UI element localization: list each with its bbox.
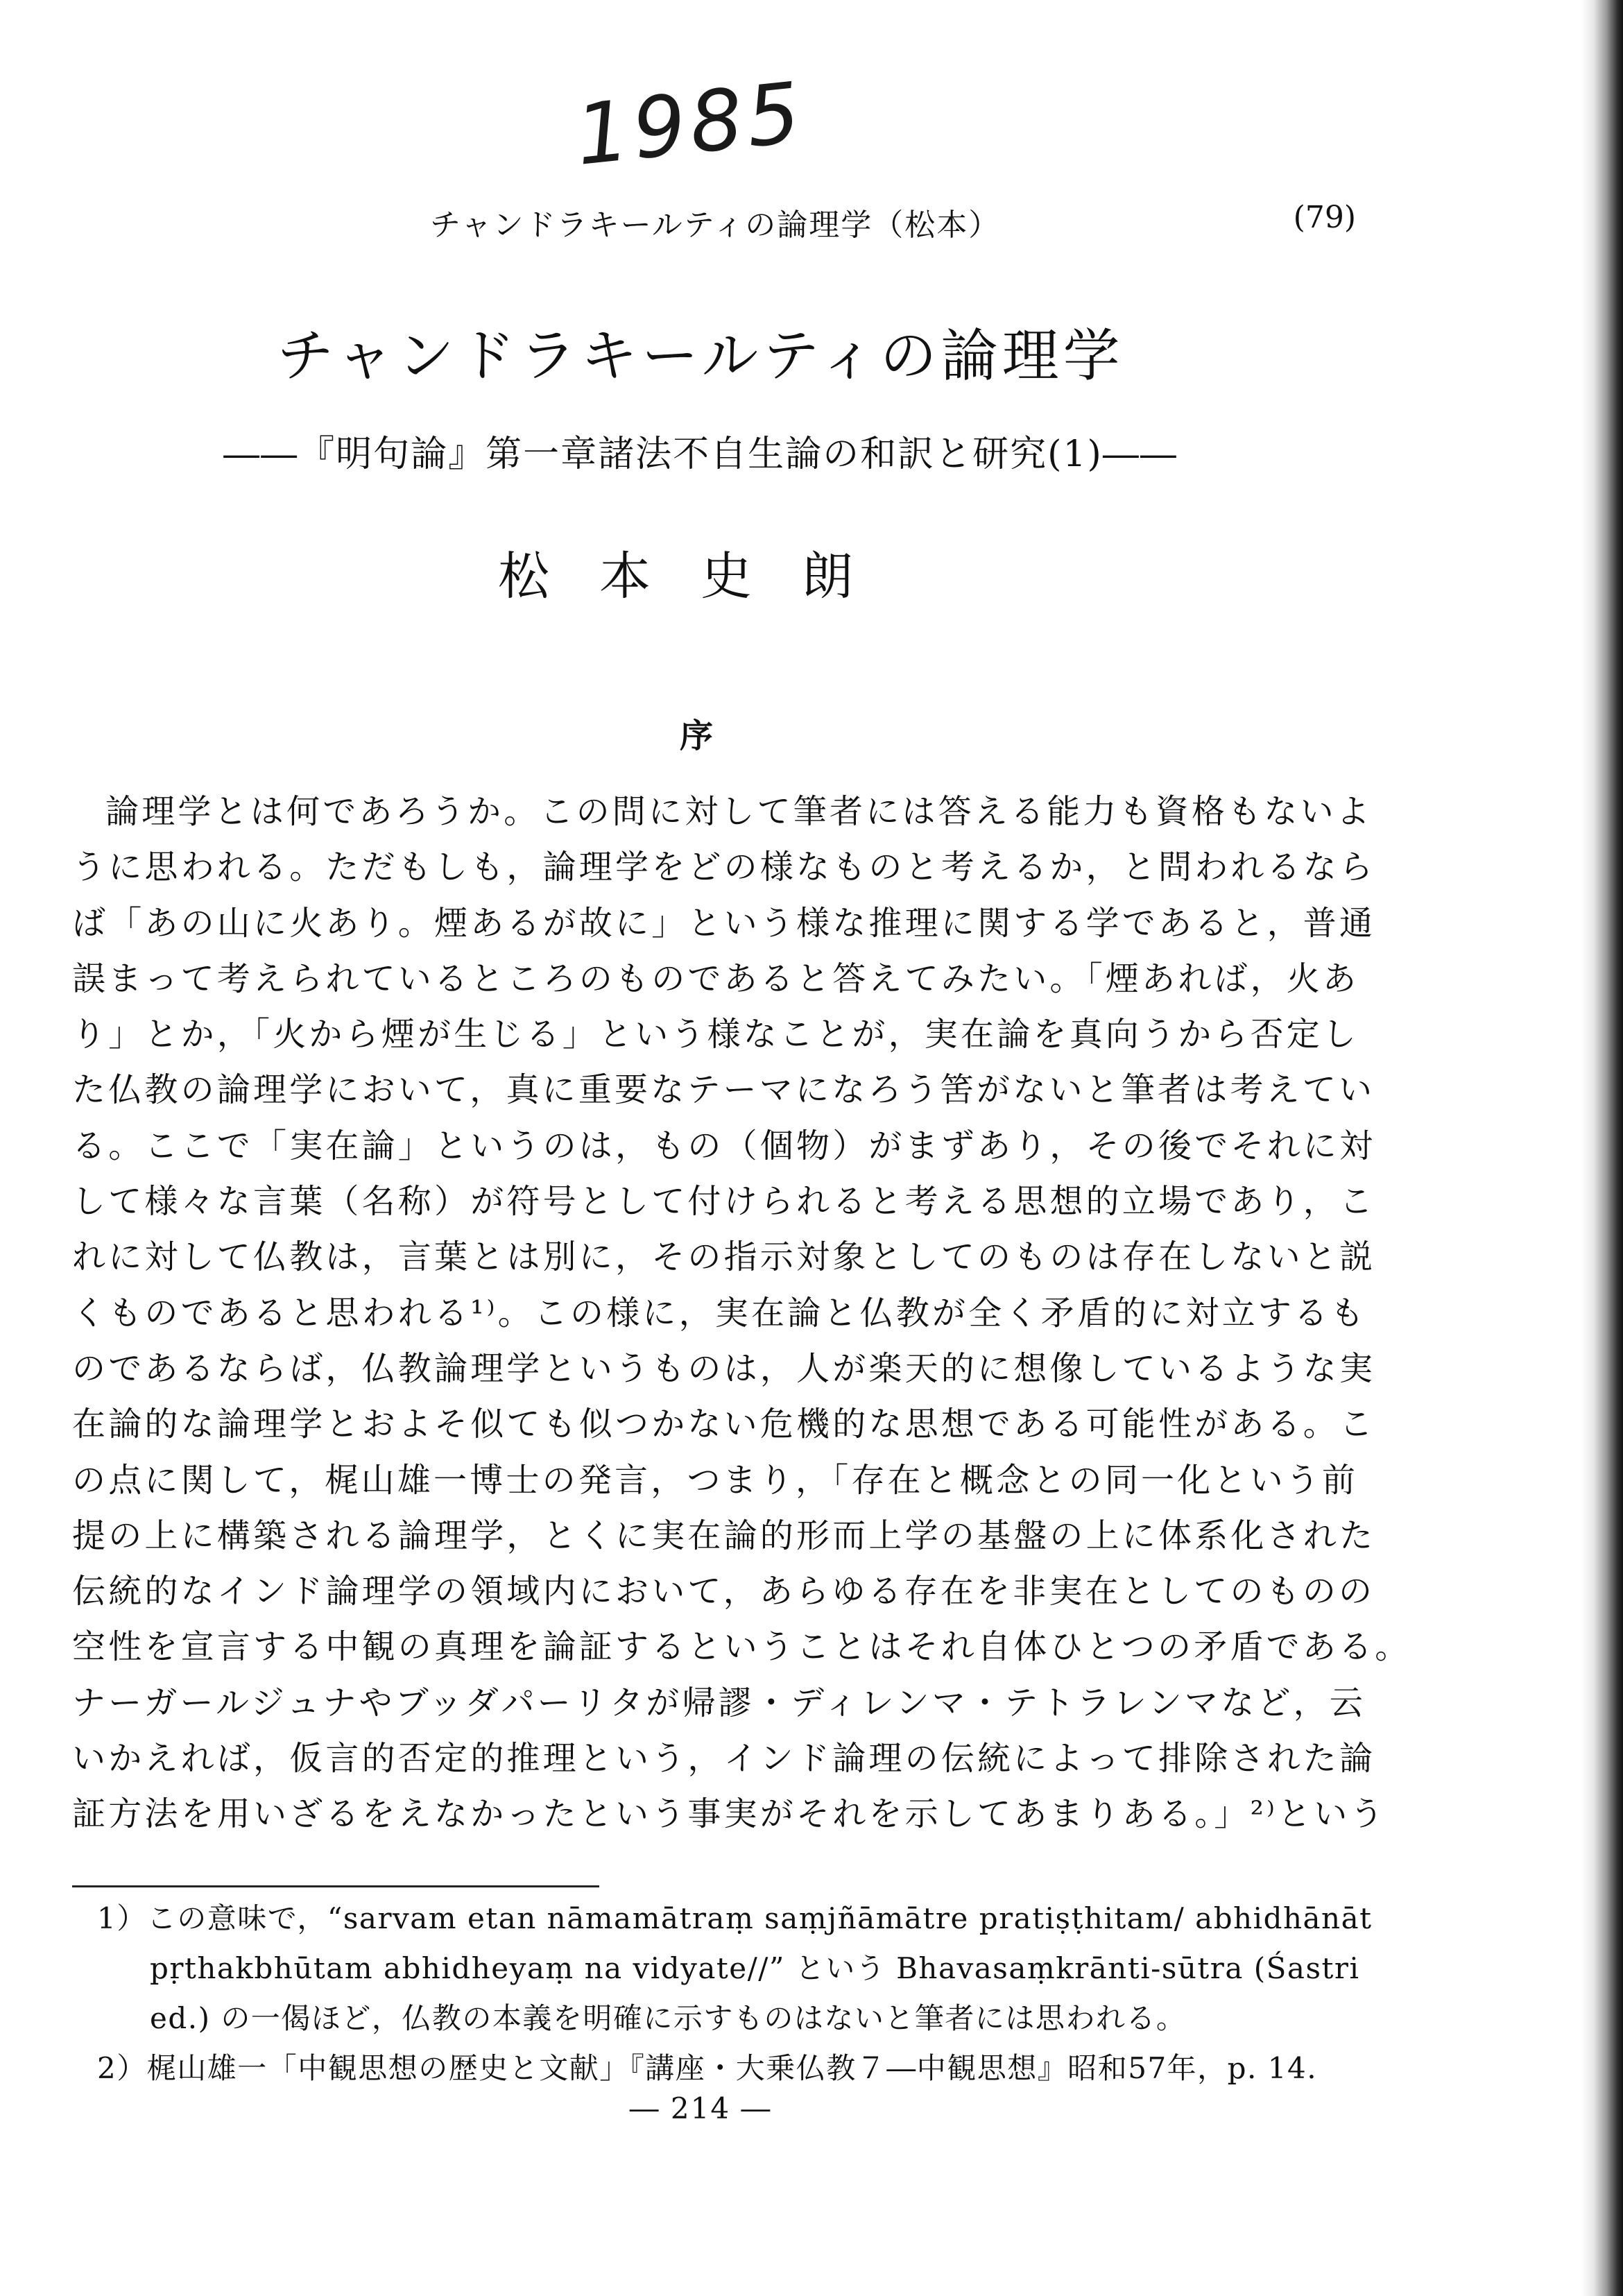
running-header: チャンドラキールティの論理学（松本） — [430, 207, 1001, 243]
scanned-page-edge — [1581, 0, 1623, 2296]
footnote-line: ed.) の一偈ほど，仏教の本義を明確に示すものはないと筆者には思われる。 — [150, 2001, 1187, 2035]
body-line: の点に関して，梶山雄一博士の発言，つまり，「存在と概念との同一化という前 — [72, 1460, 1359, 1500]
body-line: ナーガールジュナやブッダパーリタが帰謬・ディレンマ・テトラレンマなど，云 — [72, 1683, 1366, 1722]
body-line: 在論的な論理学とおよそ似ても似つかない危機的な思想である可能性がある。こ — [72, 1405, 1376, 1444]
article-title: チャンドラキールティの論理学 — [277, 323, 1124, 389]
body-line: して様々な言葉（名称）が符号として付けられると考える思想的立場であり，こ — [72, 1182, 1376, 1222]
body-text — [72, 784, 1411, 1842]
body-line: れに対して仏教は，言葉とは別に，その指示対象としてのものは存在しないと説 — [72, 1237, 1376, 1277]
body-line: のであるならば，仏教論理学というものは，人が楽天的に想像しているような実 — [72, 1348, 1376, 1388]
body-line: 誤まって考えられているところのものであると答えてみたい。「煙あれば，火あ — [72, 959, 1359, 998]
footnote-line: pṛthakbhūtam abhidheyaṃ na vidyate//” という Bhavasaṃkrānti-sūtra (Śastri — [150, 1951, 1360, 1985]
footnote-line: 1）この意味で，“sarvam etan nāmamātraṃ saṃjñāmātre pratiṣṭhitam/ abhidhānāt — [97, 1901, 1373, 1935]
body-line: り」とか，「火から煙が生じる」という様なことが，実在論を真向うから否定し — [72, 1015, 1359, 1054]
body-line: ば「あの山に火あり。煙あるが故に」という様な推理に関する学であると，普通 — [72, 903, 1376, 943]
body-line: 論理学とは何であろうか。この問に対して筆者には答える能力も資格もないよ — [105, 792, 1373, 831]
body-line: る。ここで「実在論」というのは，もの（個物）がまずあり，その後でそれに対 — [72, 1126, 1376, 1165]
body-line: た仏教の論理学において，真に重要なテーマになろう筈がないと筆者は考えてい — [72, 1070, 1375, 1110]
body-line: うに思われる。ただもしも，論理学をどの様なものと考えるか，と問われるなら — [72, 848, 1376, 887]
body-line: 伝統的なインド論理学の領域内において，あらゆる存在を非実在としてのものの — [72, 1572, 1375, 1611]
footnote-divider — [72, 1885, 599, 1887]
body-line: 提の上に構築される論理学，とくに実在論的形而上学の基盤の上に体系化された — [72, 1516, 1376, 1555]
body-line: 証方法を用いざるをえなかったという事実がそれを示してあまりある。」²⁾という — [72, 1794, 1386, 1834]
article-subtitle: ――『明句論』第一章諸法不自生論の和訳と研究(1)―― — [223, 434, 1178, 475]
page-number: ― 214 ― — [629, 2091, 772, 2125]
footnotes — [97, 1894, 1373, 2093]
body-line: 空性を宣言する中観の真理を論証するということはそれ自体ひとつの矛盾である。 — [72, 1627, 1411, 1667]
section-heading: 序 — [680, 717, 714, 755]
page-tag: (79) — [1293, 200, 1356, 235]
footnote-line: 2）梶山雄一「中観思想の歴史と文献」『講座・大乗仏教７―中観思想』昭和57年，p. 14. — [97, 2051, 1318, 2085]
author-name: 松本史朗 — [498, 547, 903, 606]
handwritten-year: 1985 — [571, 65, 809, 185]
body-line: いかえれば，仮言的否定的推理という，インド論理の伝統によって排除された論 — [72, 1739, 1376, 1779]
body-line: くものであると思われる¹⁾。この様に，実在論と仏教が全く矛盾的に対立するも — [72, 1293, 1367, 1333]
